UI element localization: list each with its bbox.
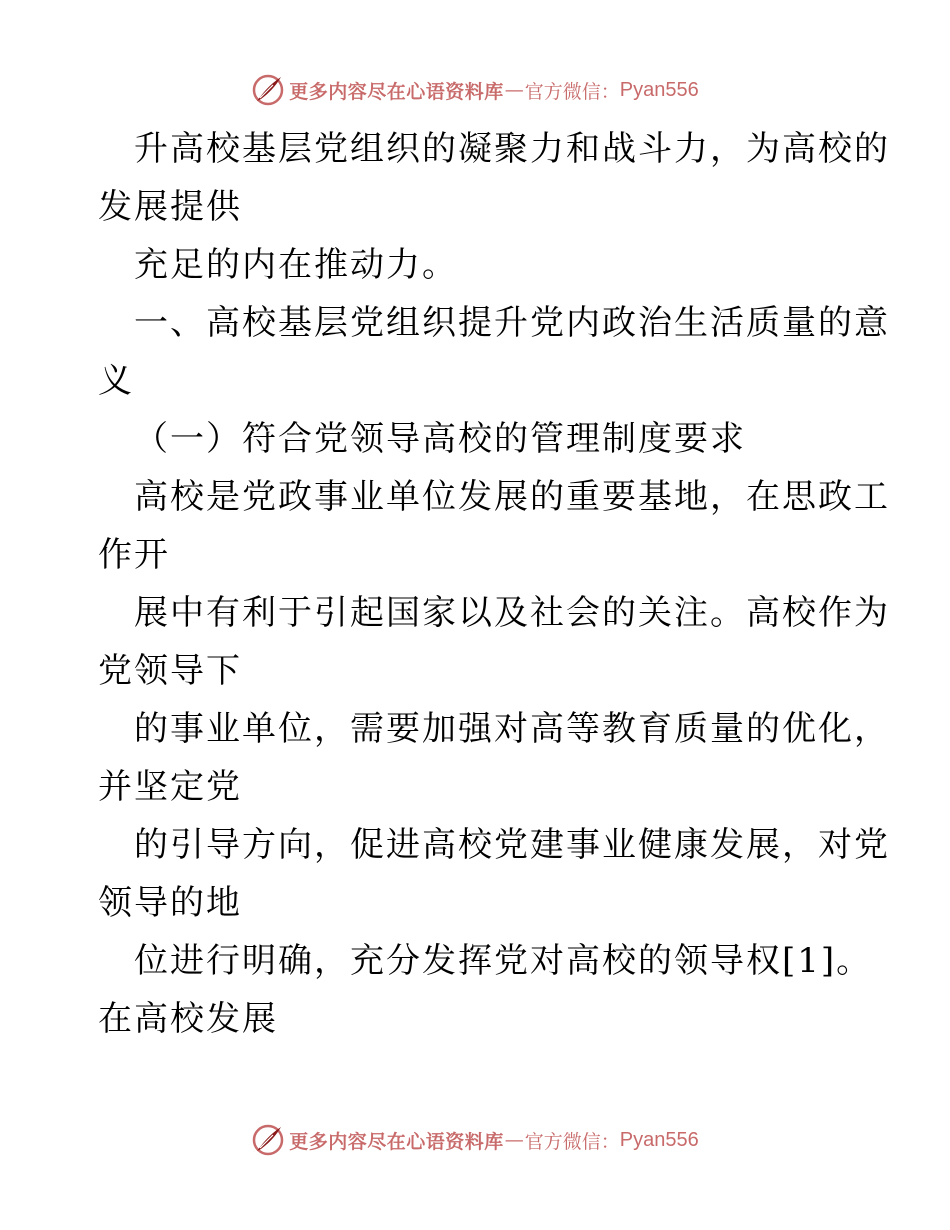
quill-pen-logo-icon: [251, 1123, 285, 1157]
text-line: 展中有利于引起国家以及社会的关注。高校作为: [134, 593, 890, 633]
watermark-wechat-id: Pyan556: [619, 1128, 699, 1151]
text-line: （一）符合党领导高校的管理制度要求: [134, 419, 746, 459]
footer-watermark: [0, 1120, 950, 1160]
text-line: 作开: [98, 535, 170, 575]
header-watermark: [0, 70, 950, 110]
watermark-dash: —: [504, 1129, 524, 1151]
watermark-dash: —: [504, 79, 524, 101]
text-line: 并坚定党: [98, 767, 242, 807]
text-line: 的事业单位，需要加强对高等教育质量的优化，: [134, 709, 890, 749]
watermark-wechat-label: 官方微信：: [524, 80, 620, 103]
text-line: 在高校发展: [98, 999, 278, 1039]
text-line: 一、高校基层党组织提升党内政治生活质量的意: [134, 303, 890, 343]
watermark-wechat-id: Pyan556: [619, 78, 699, 101]
watermark-brand: 更多内容尽在心语资料库: [289, 80, 504, 103]
watermark-brand: 更多内容尽在心语资料库: [289, 1130, 504, 1153]
text-line: 领导的地: [98, 883, 242, 923]
text-line: 高校是党政事业单位发展的重要基地，在思政工: [134, 477, 890, 517]
quill-pen-logo-icon: [251, 73, 285, 107]
text-line: 升高校基层党组织的凝聚力和战斗力，为高校的: [134, 129, 890, 169]
document-body: [98, 120, 890, 1048]
text-line: 位进行明确，充分发挥党对高校的领导权[1]。: [134, 941, 873, 981]
text-line: 义: [98, 361, 134, 401]
text-line: 的引导方向，促进高校党建事业健康发展，对党: [134, 825, 890, 865]
watermark-wechat-label: 官方微信：: [524, 1130, 620, 1153]
text-line: 充足的内在推动力。: [134, 245, 458, 285]
text-line: 党领导下: [98, 651, 242, 691]
text-line: 发展提供: [98, 187, 242, 227]
